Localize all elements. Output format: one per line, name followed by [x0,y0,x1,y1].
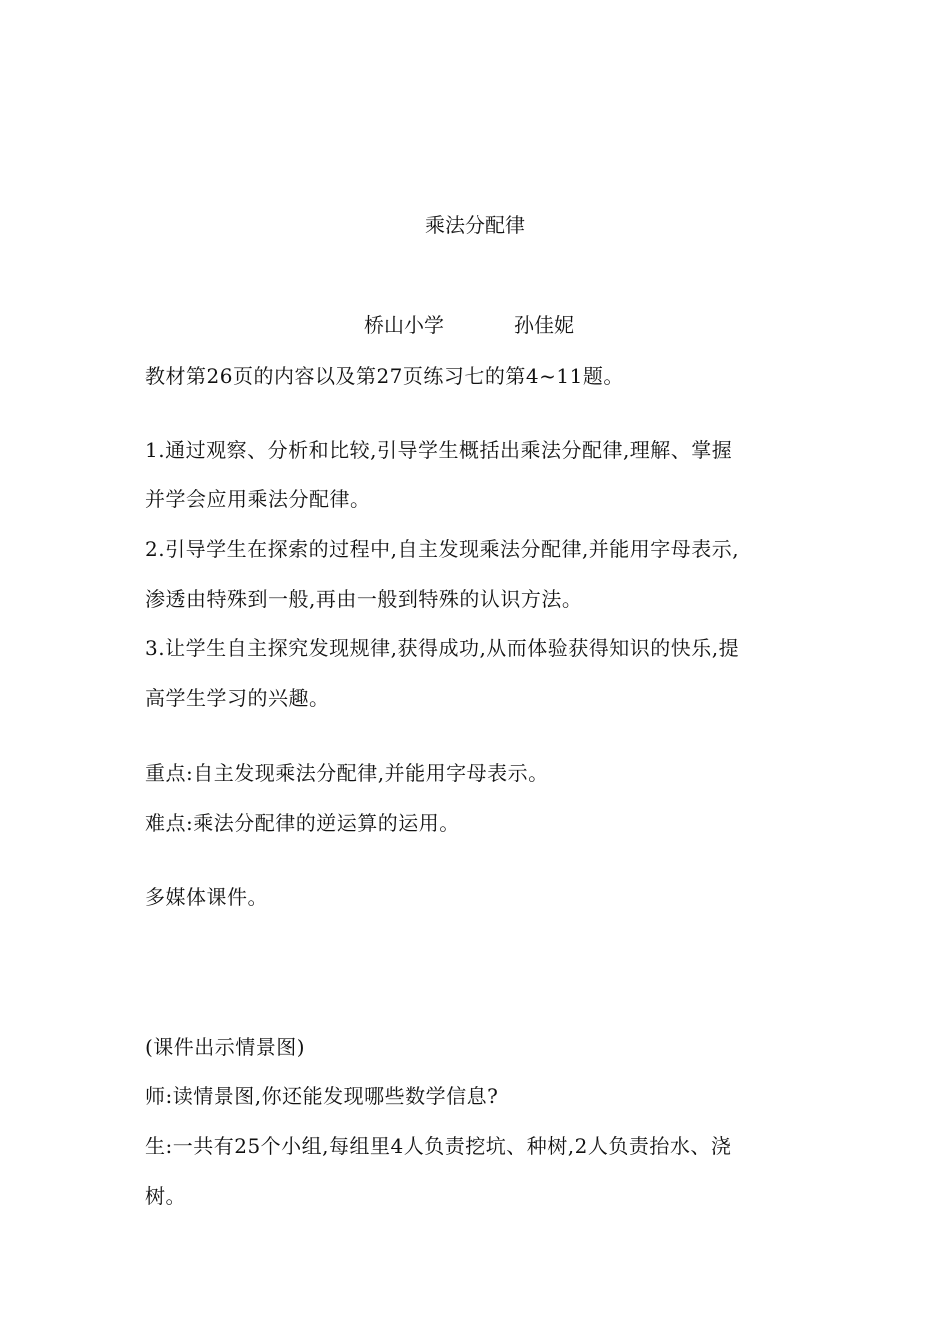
content-line: 教材第26页的内容以及第27页练习七的第4~11题。 [145,364,624,388]
process-line: 师:读情景图,你还能发现哪些数学信息? [145,1084,499,1108]
author-name: 孙佳妮 [514,313,574,337]
author-line [364,311,574,339]
objective-line: 1.通过观察、分析和比较,引导学生概括出乘法分配律,理解、掌握 [145,438,733,462]
school-name: 桥山小学 [364,313,444,337]
objective-line: 并学会应用乘法分配律。 [145,487,371,511]
objective-line: 2.引导学生在探索的过程中,自主发现乘法分配律,并能用字母表示, [145,537,740,561]
materials-line: 多媒体课件。 [145,885,268,909]
objective-line: 渗透由特殊到一般,再由一般到特殊的认识方法。 [145,587,583,611]
objective-line: 3.让学生自主探究发现规律,获得成功,从而体验获得知识的快乐,提 [145,636,740,660]
document-title: 乘法分配律 [425,213,525,237]
objective-line: 高学生学习的兴趣。 [145,686,330,710]
process-line: 树。 [145,1184,186,1208]
difficulty-line: 难点:乘法分配律的逆运算的运用。 [145,811,460,835]
process-line: 生:一共有25个小组,每组里4人负责挖坑、种树,2人负责抬水、浇 [145,1134,732,1158]
process-line: (课件出示情景图) [145,1035,306,1059]
key-point-line: 重点:自主发现乘法分配律,并能用字母表示。 [145,761,549,785]
